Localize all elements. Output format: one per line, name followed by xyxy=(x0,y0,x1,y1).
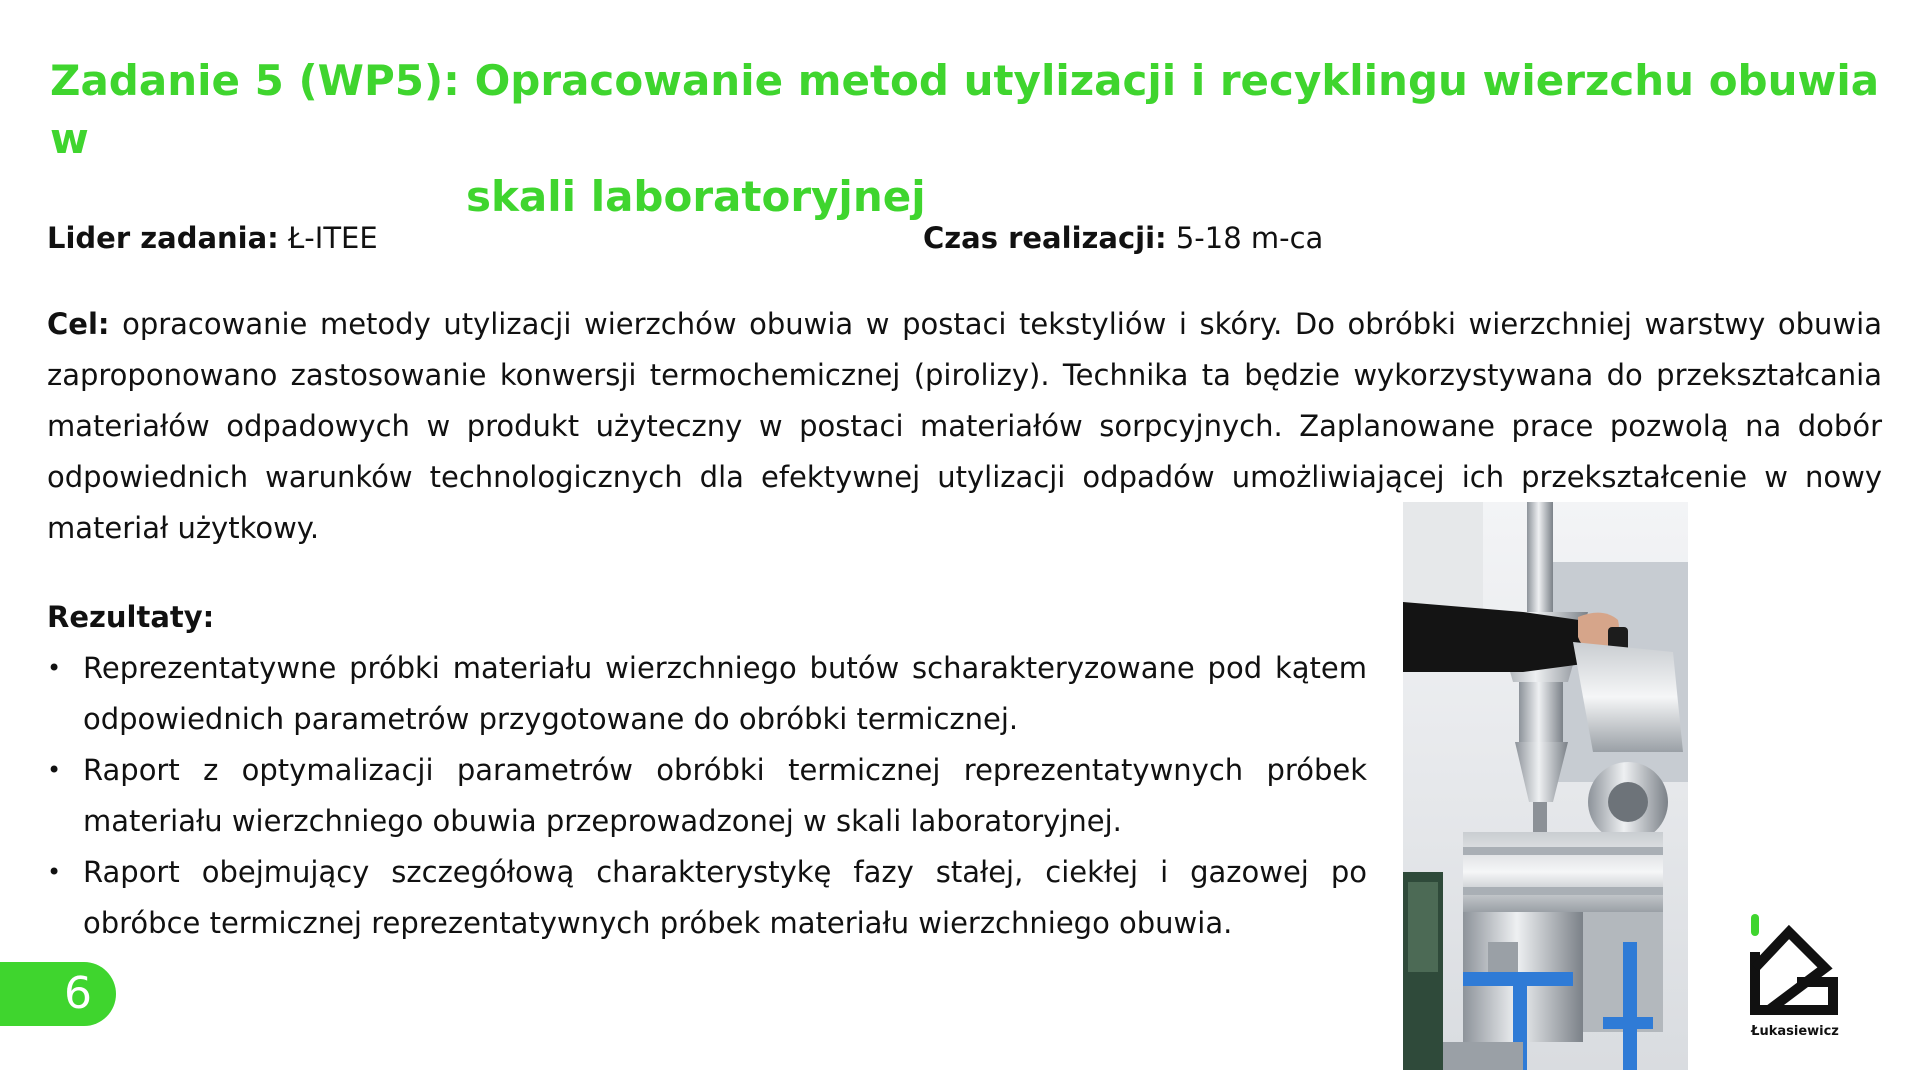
slide-title-line2: skali laboratoryjnej xyxy=(466,172,926,221)
results-heading: Rezultaty: xyxy=(47,600,215,634)
list-item xyxy=(47,643,1367,745)
slide-title-line1: Zadanie 5 (WP5): Opracowanie metod utylizacji i recyklingu wierzchu obuwia w xyxy=(50,56,1880,163)
implementation-time xyxy=(923,218,1323,258)
page-number-tab xyxy=(0,962,116,1026)
goal-label: Cel: xyxy=(47,307,110,341)
task-leader xyxy=(47,218,378,258)
list-item xyxy=(47,745,1367,847)
task-leader-label: Lider zadania: xyxy=(47,221,279,255)
lukasiewicz-logo xyxy=(1745,912,1845,1042)
slide-title xyxy=(50,52,1880,226)
lab-equipment-illustration xyxy=(1403,502,1688,1070)
implementation-time-value: 5-18 m-ca xyxy=(1166,221,1324,255)
list-item-text: Raport z optymalizacji parametrów obróbki termicznej reprezentatywnych próbek materiału wierzchniego obuwia przeprowadzonej w skali laboratoryjnej. xyxy=(83,753,1367,838)
bullet-icon: • xyxy=(47,858,62,886)
lab-equipment-photo xyxy=(1403,502,1688,1070)
bullet-icon: • xyxy=(47,654,62,682)
goal-text: opracowanie metody utylizacji wierzchów obuwia w postaci tekstyliów i skóry. Do obróbki wierzchniej warstwy obuwia zaproponowano zastosowanie konwersji termochemicznej (pirolizy). Technika ta będzie wykorzystywana do przekształcania materiałów odpadowych w produkt użyteczny w postaci materiałów sorpcyjnych. Zaplanowane prace pozwolą na dobór odpowiednich warunków technologicznych dla efektywnej utylizacji odpadów umożliwiającej ich przekształcenie w nowy materiał użytkowy. xyxy=(47,307,1882,545)
page-number: 6 xyxy=(64,968,92,1019)
bullet-icon: • xyxy=(47,756,62,784)
results-list xyxy=(47,643,1367,949)
logo-text: Łukasiewicz xyxy=(1751,1024,1839,1039)
list-item-text: Raport obejmujący szczegółową charakterystykę fazy stałej, ciekłej i gazowej po obróbce termicznej reprezentatywnych próbek materiału wierzchniego obuwia. xyxy=(83,855,1367,940)
list-item xyxy=(47,847,1367,949)
list-item-text: Reprezentatywne próbki materiału wierzchniego butów scharakteryzowane pod kątem odpowiednich parametrów przygotowane do obróbki termicznej. xyxy=(83,651,1367,736)
lukasiewicz-logo-icon xyxy=(1745,912,1845,1022)
implementation-time-label: Czas realizacji: xyxy=(923,221,1167,255)
task-leader-value: Ł-ITEE xyxy=(278,221,378,255)
